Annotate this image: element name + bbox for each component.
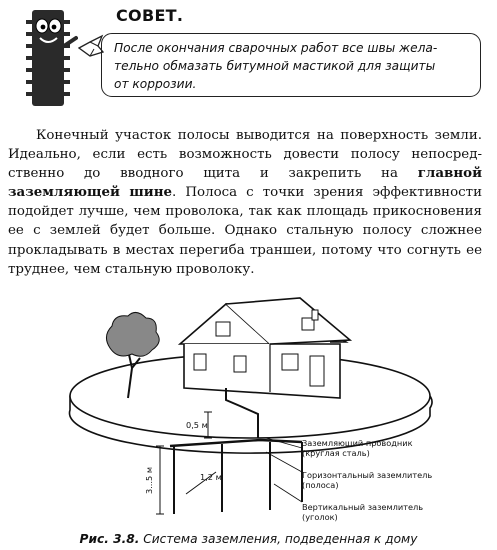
tip-heading: СОВЕТ. [116,6,184,25]
house-icon [180,298,350,398]
tip-line: от коррозии. [114,77,197,91]
label-conductor-note: (круглая сталь) [302,448,370,458]
body-text-part2: . Полоса с точки зрения эффективности подойдет лучше, чем проволока, так как площадь прикосновения ее с землей будет больше. Однако стальную полосу сложнее прокладывать в местах перегиба траншеи, потому что согнуть ее труднее, чем стальную проволоку. [8,185,482,277]
body-text-bold: главной заземляющей шине [8,165,482,201]
spacing-dimension-label: 1,2 м [200,472,222,482]
body-paragraph [8,126,482,279]
tip-line: После окончания сварочных работ все швы жела- [114,41,438,55]
depth-dimension-label: 0,5 м [186,420,208,430]
body-text-part1: Конечный участок полосы выводится на поверхность земли. Идеально, если есть возможность довести полосу непосред-ственно до вводного щита и закрепить на [8,128,482,182]
figure-number: Рис. 3.8. [79,532,140,546]
tip-callout [101,33,481,97]
tip-line: тельно обмазать битумной мастикой для защиты [114,59,436,73]
label-conductor-title: Заземляющий проводник [302,438,413,448]
figure-caption-text: Система заземления, подведенная к дому [143,532,418,546]
label-vertical-title: Вертикальный заземлитель [302,502,424,512]
label-vertical-note: (уголок) [302,512,338,522]
grounding-system-illustration [40,288,490,528]
length-dimension-label: 3...5 м [144,466,154,494]
label-horizontal-title: Горизонтальный заземлитель [302,470,433,480]
figure-caption [0,532,497,546]
mascot-character-icon [20,6,78,110]
label-horizontal-note: (полоса) [302,480,339,490]
